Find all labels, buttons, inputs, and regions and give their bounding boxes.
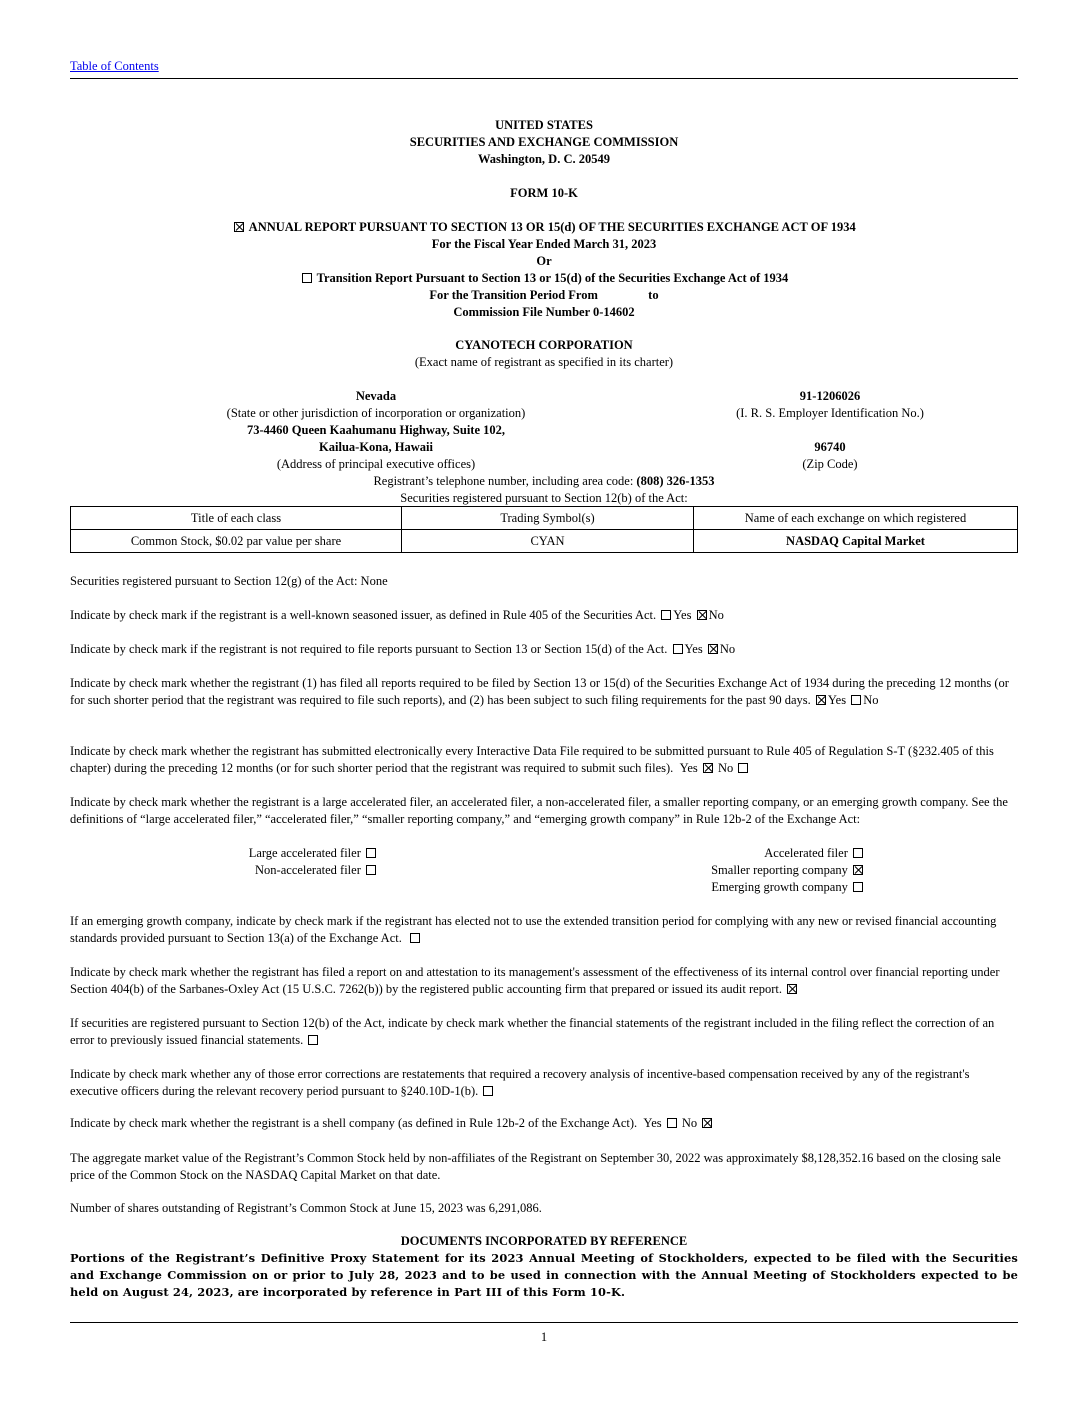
address-caption: (Address of principal executive offices) bbox=[276, 457, 476, 471]
or-line: Or bbox=[536, 254, 552, 268]
filed-all-no-checkbox[interactable] bbox=[851, 695, 861, 705]
not-required-yes-checkbox[interactable] bbox=[673, 644, 683, 654]
table-row bbox=[71, 530, 1018, 553]
table-cell: Common Stock, $0.02 par value per share bbox=[71, 530, 402, 553]
transition-to-text: to bbox=[648, 288, 659, 302]
top-divider bbox=[70, 78, 1018, 79]
egc-transition-checkbox[interactable] bbox=[410, 933, 420, 943]
fiscal-year-line: For the Fiscal Year Ended March 31, 2023 bbox=[431, 237, 657, 251]
restatements-text: Indicate by check mark whether any of those error corrections are restatements that required a recovery analysis of incentive-based compensation received by any of the registrant's executive officers during the relevant recovery period pursuant to §240.10D-1(b). bbox=[70, 1067, 970, 1098]
emerging-growth-checkbox[interactable] bbox=[853, 882, 863, 892]
form-title: FORM 10-K bbox=[510, 186, 578, 200]
company-name: CYANOTECH CORPORATION bbox=[455, 338, 633, 352]
egc-transition-text: If an emerging growth company, indicate by check mark if the registrant has elected not to use the extended transition period for complying with any new or revised financial accounting standards provided pursuant to Section 13(a) of the Exchange Act. bbox=[70, 914, 997, 945]
heading-line-1: UNITED STATES bbox=[495, 118, 593, 132]
no-label: No bbox=[681, 1116, 698, 1130]
error-correction-text: If securities are registered pursuant to Section 12(b) of the Act, indicate by check mark whether the financial statements of the registrant included in the filing reflect the correction of an error to previously issued financial statements. bbox=[70, 1016, 995, 1047]
yes-label: Yes bbox=[673, 608, 692, 622]
no-label: No bbox=[719, 642, 736, 656]
interactive-no-checkbox[interactable] bbox=[738, 763, 748, 773]
interactive-yes-checkbox[interactable] bbox=[703, 763, 713, 773]
error-correction-checkbox[interactable] bbox=[308, 1035, 318, 1045]
telephone-number: (808) 326-1353 bbox=[636, 474, 715, 488]
error-correction-paragraph bbox=[70, 1015, 1018, 1049]
large-accelerated-checkbox[interactable] bbox=[366, 848, 376, 858]
document-page bbox=[70, 0, 1018, 1408]
large-accelerated-label: Large accelerated filer bbox=[248, 846, 361, 860]
yes-label: Yes bbox=[684, 642, 703, 656]
annual-report-text: ANNUAL REPORT PURSUANT TO SECTION 13 OR 15(d) OF THE SECURITIES EXCHANGE ACT OF 1934 bbox=[248, 220, 856, 234]
cover-heading bbox=[70, 117, 1018, 168]
filed-all-yes-checkbox[interactable] bbox=[816, 695, 826, 705]
restatements-checkbox[interactable] bbox=[483, 1086, 493, 1096]
accelerated-filer-line bbox=[690, 845, 865, 862]
table-header-row bbox=[71, 507, 1018, 530]
telephone-label: Registrant’s telephone number, including area code: bbox=[373, 474, 634, 488]
zip-caption: (Zip Code) bbox=[802, 457, 858, 471]
icfr-paragraph bbox=[70, 964, 1018, 998]
state-caption: (State or other jurisdiction of incorporation or organization) bbox=[226, 406, 526, 420]
transition-report-text: Transition Report Pursuant to Section 13 or 15(d) of the Securities Exchange Act of 1934 bbox=[316, 271, 789, 285]
not-required-no-checkbox[interactable] bbox=[708, 644, 718, 654]
heading-line-2: SECURITIES AND EXCHANGE COMMISSION bbox=[409, 135, 679, 149]
state-of-incorporation: Nevada bbox=[355, 389, 397, 403]
shares-outstanding-paragraph: Number of shares outstanding of Registrant’s Common Stock at June 15, 2023 was 6,291,086. bbox=[70, 1201, 542, 1215]
page-number: 1 bbox=[540, 1330, 548, 1344]
shell-company-text: Indicate by check mark whether the registrant is a shell company (as defined in Rule 12b-2 of the Exchange Act). bbox=[70, 1116, 638, 1130]
shell-company-paragraph bbox=[70, 1115, 1018, 1132]
table-header-cell: Name of each exchange on which registered bbox=[694, 507, 1018, 530]
shell-yes-checkbox[interactable] bbox=[667, 1118, 677, 1128]
yes-label: Yes bbox=[643, 1116, 662, 1130]
filer-status-paragraph: Indicate by check mark whether the registrant is a large accelerated filer, an accelerated filer, a non-accelerated filer, a smaller reporting company, or an emerging growth company. See the definitions of “large accelerated filer,” “accelerated filer,” “smaller reporting company,” and “emerging growth company” in Rule 12b-2 of the Exchange Act: bbox=[70, 795, 1008, 826]
table-header-cell: Title of each class bbox=[71, 507, 402, 530]
emerging-growth-line bbox=[690, 879, 865, 896]
filed-all-text: Indicate by check mark whether the registrant (1) has filed all reports required to be filed by Section 13 or 15(d) of the Securities Exchange Act of 1934 during the preceding 12 months (or for such shorter period that the registrant was required to file such reports), and (2) has been subject to such filing requirements for the past 90 days. bbox=[70, 676, 1009, 707]
non-accelerated-filer-line bbox=[78, 862, 378, 879]
table-cell: CYAN bbox=[402, 530, 694, 553]
smaller-reporting-checkbox[interactable] bbox=[853, 865, 863, 875]
transition-report-line bbox=[70, 270, 1018, 287]
transition-period-line bbox=[70, 287, 1018, 304]
shell-no-checkbox[interactable] bbox=[702, 1118, 712, 1128]
accelerated-checkbox[interactable] bbox=[853, 848, 863, 858]
employer-id-number: 91-1206026 bbox=[799, 389, 861, 403]
wksi-no-checkbox[interactable] bbox=[697, 610, 707, 620]
interactive-data-text: Indicate by check mark whether the registrant has submitted electronically every Interactive Data File required to be submitted pursuant to Rule 405 of Regulation S-T (§232.405 of this chapter) during the preceding 12 months (or for such shorter period that the registrant was required to submit such files). bbox=[70, 744, 994, 775]
accelerated-label: Accelerated filer bbox=[764, 846, 848, 860]
not-required-paragraph bbox=[70, 641, 1018, 658]
emerging-growth-label: Emerging growth company bbox=[711, 880, 848, 894]
yes-label: Yes bbox=[679, 761, 698, 775]
securities-table bbox=[70, 506, 1018, 553]
non-accelerated-label: Non-accelerated filer bbox=[255, 863, 361, 877]
not-required-text: Indicate by check mark if the registrant is not required to file reports pursuant to Section 13 or Section 15(d) of the Act. bbox=[70, 642, 668, 656]
icfr-checkbox[interactable] bbox=[787, 984, 797, 994]
wksi-text: Indicate by check mark if the registrant is a well-known seasoned issuer, as defined in Rule 405 of the Securities Act. bbox=[70, 608, 657, 622]
no-label: No bbox=[863, 693, 879, 707]
annual-report-line bbox=[70, 219, 1018, 236]
company-name-caption: (Exact name of registrant as specified in its charter) bbox=[414, 355, 674, 369]
smaller-reporting-label: Smaller reporting company bbox=[711, 863, 848, 877]
restatements-paragraph bbox=[70, 1066, 1018, 1100]
telephone-line bbox=[70, 473, 1018, 490]
filed-all-paragraph bbox=[70, 675, 1018, 709]
no-label: No bbox=[708, 608, 724, 622]
transition-from-text: For the Transition Period From bbox=[429, 288, 598, 302]
no-label: No bbox=[718, 761, 734, 775]
commission-file-number: Commission File Number 0-14602 bbox=[453, 305, 635, 319]
bottom-divider bbox=[70, 1322, 1018, 1323]
docs-incorporated-text: Portions of the Registrant’s Definitive Proxy Statement for its 2023 Annual Meeting of Stockholders, expected to be filed with the Securities and Exchange Commission on or prior to July 28, 2023 and to be used in connection with the Annual Meeting of Stockholders expected to be held on August 24, 2023, are incorporated by reference in Part III of this Form 10-K. bbox=[70, 1251, 1018, 1299]
transition-report-checkbox[interactable] bbox=[302, 273, 312, 283]
table-cell: NASDAQ Capital Market bbox=[694, 530, 1018, 553]
section-12g-paragraph: Securities registered pursuant to Section 12(g) of the Act: None bbox=[70, 574, 388, 588]
non-accelerated-checkbox[interactable] bbox=[366, 865, 376, 875]
wksi-paragraph bbox=[70, 607, 1018, 624]
table-of-contents-link[interactable]: Table of Contents bbox=[70, 59, 159, 73]
section-12b-line: Securities registered pursuant to Section 12(b) of the Act: bbox=[400, 491, 688, 505]
yes-label: Yes bbox=[827, 693, 847, 707]
docs-incorporated-heading: DOCUMENTS INCORPORATED BY REFERENCE bbox=[400, 1234, 688, 1248]
zip-code: 96740 bbox=[814, 440, 846, 454]
smaller-reporting-line bbox=[690, 862, 865, 879]
icfr-text: Indicate by check mark whether the registrant has filed a report on and attestation to its management's assessment of the effectiveness of its internal control over financial reporting under Section 404(b) of the Sarbanes-Oxley Act (15 U.S.C. 7262(b)) by the registered public accounting firm that prepared or issued its audit report. bbox=[70, 965, 1000, 996]
table-header-cell: Trading Symbol(s) bbox=[402, 507, 694, 530]
ein-caption: (I. R. S. Employer Identification No.) bbox=[736, 406, 924, 420]
annual-report-checkbox[interactable] bbox=[234, 222, 244, 232]
market-value-paragraph: The aggregate market value of the Registrant’s Common Stock held by non-affiliates of the Registrant on September 30, 2022 was approximately $8,128,352.16 based on the closing sale price of the Common Stock on the NASDAQ Capital Market on that date. bbox=[70, 1151, 1001, 1182]
large-accelerated-filer-line bbox=[78, 845, 378, 862]
interactive-data-paragraph bbox=[70, 743, 1018, 777]
heading-line-3: Washington, D. C. 20549 bbox=[478, 152, 610, 166]
wksi-yes-checkbox[interactable] bbox=[661, 610, 671, 620]
egc-transition-paragraph bbox=[70, 913, 1018, 947]
address-line-1: 73-4460 Queen Kaahumanu Highway, Suite 102, bbox=[246, 423, 506, 437]
address-line-2: Kailua-Kona, Hawaii bbox=[319, 440, 433, 454]
